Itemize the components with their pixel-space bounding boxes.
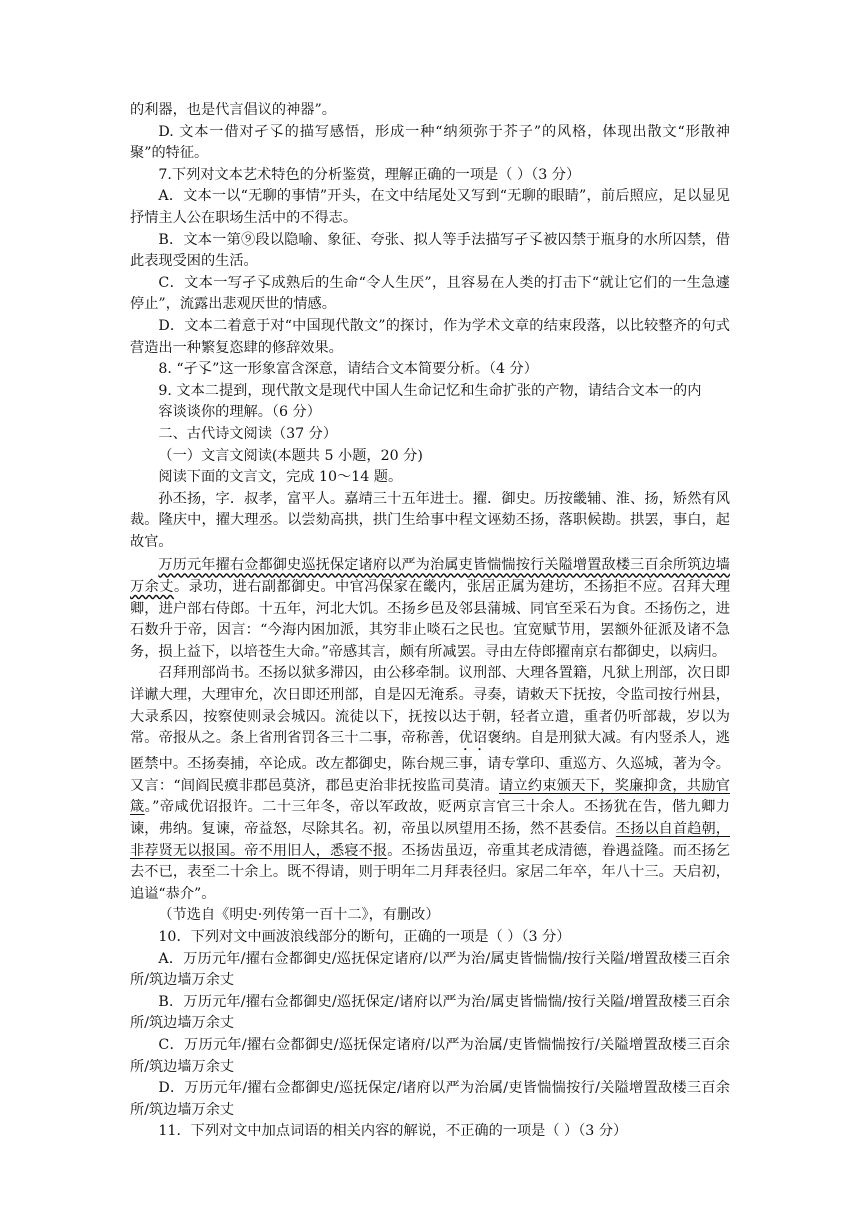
q10-option-d: D．万历元年/擢右佥都御史/巡抚保定/诸府以严为治属/吏皆惴惴按行/关隘增置敌楼三百余所/筑边墙万余丈 — [130, 1080, 730, 1118]
reading-instruction: 阅读下面的文言文，完成 10～14 题。 — [158, 469, 403, 486]
passage-paragraph-2-rest: 。录功，进右副都御史。中官冯保家在畿内，张居正属为建坊，丕扬拒不应。召拜大理卿，进户部右侍郎。十五年，河北大饥。丕扬乡邑及邻县蒲城、同官至采石为食。丕扬伤之，进石数升于帝，因言：“今海内困加派，其穷非止啖石之民也。宜宽赋节用，罢额外征派及诸不急务，损上益下，以培苍生大命。”帝感其言，颇有所减罢。寻由左侍郎擢南京右都御史，以病归。 — [130, 579, 730, 660]
q10-stem: 10．下列对文中画波浪线部分的断句，正确的一项是（ ）（3 分） — [158, 928, 571, 945]
underlined-sentence-1: 请立约束颁天下，奖廉抑贪，共励官箴 — [130, 777, 730, 816]
passage-paragraph-3-part-a: 召拜刑部尚书。丕扬以狱多滞囚，由公移牵制。议刑部、大理各置籍，凡狱上刑部，次日即详谳大理，大理审允，次日即还刑部，自是囚无淹系。寻奏，请敕天下抚按，令监司按行州县，大录系囚，按察使则录会城囚。流徒以下，抚按以达于朝，轻者立遣，重者仍听部裁，岁以为常。帝报从之。条上省刑省罚各三十二事，帝称善， — [130, 665, 730, 747]
passage-paragraph-1: 孙丕扬，字．叔孝，富平人。嘉靖三十五年进士。擢．御史。历按畿辅、淮、扬，矫然有风裁。隆庆中，擢大理丞。以尝劾高拱，拱门生给事中程文诬劾丕扬，落职候勘。拱罢，事白，起故官。 — [130, 490, 730, 550]
passage-source: （节选自《明史·列传第一百十二》，有删改） — [158, 907, 440, 924]
q7-option-a: A．文本一以“无聊的事情”开头，在文中结尾处又写到“无聊的眼睛”，前后照应，足以显见抒情主人公在职场生活中的不得志。 — [130, 188, 730, 226]
subsection-heading: （一）文言文阅读(本题共 5 小题，20 分) — [158, 447, 423, 464]
dotted-term: 优诏 — [458, 730, 488, 747]
q7-option-b: B．文本一第⑨段以隐喻、象征、夸张、拟人等手法描写孑孓被囚禁于瓶身的水所囚禁，借此表现受困的生活。 — [130, 231, 730, 270]
passage-paragraph-3 — [130, 663, 730, 905]
q6-option-d: D. 文本一借对孑孓的描写感悟，形成一种“纳须弥于芥子”的风格，体现出散文“形散神聚”的特征。 — [130, 123, 730, 162]
q6-option-c-tail: 的利器，也是代言倡议的神器”。 — [130, 102, 336, 118]
q7-option-c: C．文本一写孑孓成熟后的生命“令人生厌”，且容易在人类的打击下“就让它们的一生急遽停止”，流露出悲观厌世的情感。 — [130, 274, 730, 313]
q8-stem: 8. “孑孓”这一形象富含深意，请结合文本简要分析。（4 分） — [158, 361, 538, 378]
q10-option-b: B．万历元年/擢右佥都御史/巡抚保定/诸府以严为治/属吏皆惴惴/按行关隘/增置敌楼三百余所/筑边墙万余丈 — [130, 993, 730, 1032]
q9-stem-line1: 9. 文本二提到，现代散文是现代中国人生命记忆和生命扩张的产物，请结合文本一的内 — [158, 382, 702, 399]
passage-paragraph-2 — [130, 555, 730, 663]
wavy-underlined-sentence: 万历元年擢右佥都御史巡抚保定诸府以严为治属吏皆惴惴按行关隘增置敌楼三百余所筑边墙万余丈 — [130, 557, 730, 596]
q11-stem: 11．下列对文中加点词语的相关内容的解说，不正确的一项是（ ）（3 分） — [158, 1123, 628, 1140]
q7-option-d: D．文本二着意于对“中国现代散文”的探讨，作为学术文章的结束段落，以比较整齐的句式营造出一种繁复恣肆的修辞效果。 — [130, 317, 730, 356]
section-heading: 二、古代诗文阅读（37 分） — [158, 425, 338, 442]
passage-paragraph-3-part-c: 。”帝咸优诏报许。二十三年冬，帝以军政故，贬两京言官三十余人。丕扬犹在告，偕九卿力谏，弗纳。复谏，帝益怒，尽除其名。初，帝虽以夙望用丕扬，然不甚委信。 — [130, 799, 730, 837]
q7-stem: 7.下列对文本艺术特色的分析鉴赏，理解正确的一项是（ ）（3 分） — [158, 166, 581, 183]
passage-paragraph-3-part-b: 褒纳。自是刑狱大减。有内竖杀人，逃匿禁中。丕扬奏捕，卒论成。改左都御史，陈台规三事，请专掌印、重巡方、久巡城，著为令。又言：“闾阎民瘼非郡邑莫济，郡邑吏治非抚按监司莫清。 — [130, 730, 730, 794]
page-content — [130, 100, 730, 1143]
q10-option-c: C．万历元年/擢右佥都御史/巡抚保定诸府/以严为治属/吏皆惴惴按行/关隘增置敌楼三百余所/筑边墙万余丈 — [130, 1036, 730, 1075]
q10-option-a: A．万历元年/擢右佥都御史/巡抚保定诸府/以严为治/属吏皆惴惴/按行关隘/增置敌楼三百余所/筑边墙万余丈 — [130, 950, 730, 989]
passage-paragraph-3-part-d: 。丕扬齿虽迈，帝重其老成清德，眷遇益隆。而丕扬乞去不已，表至二十余上。既不得请，则于明年二月拜表径归。家居二年卒，年八十三。天启初，追谥“恭介”。 — [130, 842, 730, 902]
underlined-sentence-2: 丕扬以自首趋朝，非荐贤无以报国。帝不用旧人，悉寝不报 — [130, 821, 730, 859]
q9-stem-line2: 容谈谈你的理解。（6 分） — [158, 404, 321, 421]
